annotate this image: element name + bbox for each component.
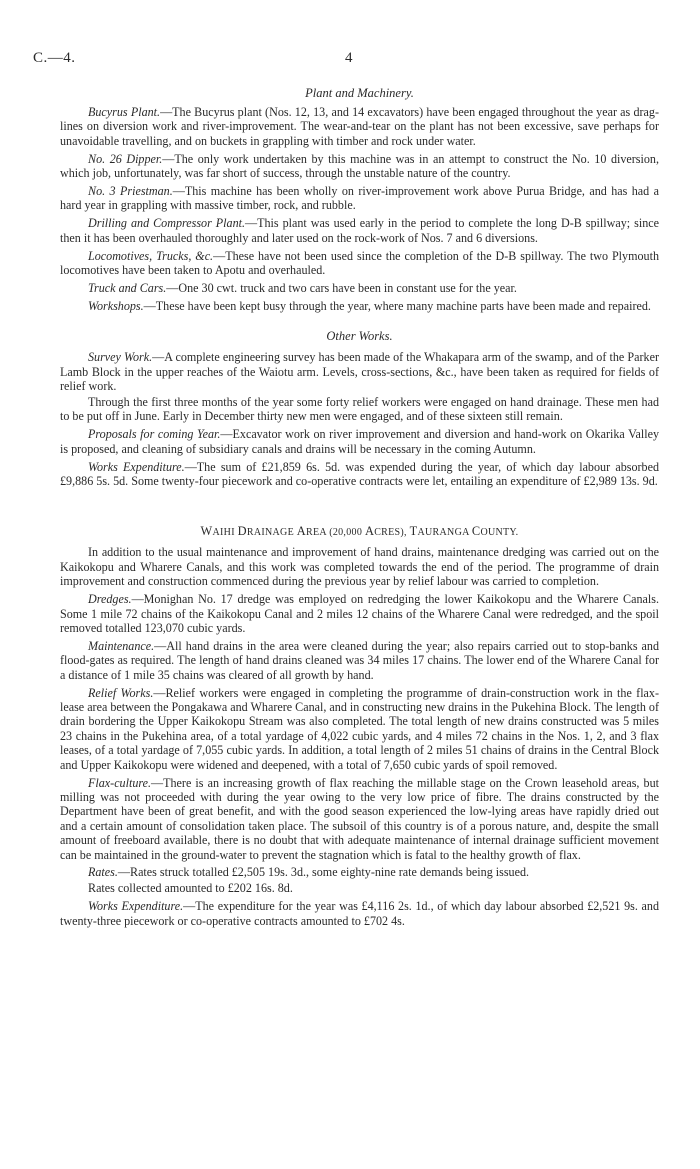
paragraph-lead: Workshops. (88, 298, 144, 313)
paragraph (60, 686, 659, 772)
paragraph-lead: Dredges. (88, 592, 132, 607)
paragraph-lead: Truck and Cars. (88, 280, 167, 295)
paragraph (60, 184, 659, 213)
paragraph-text: —Relief workers were engaged in completing the programme of drain-construction work in the flax-lease area between the Pongakawa and Wharere Canal, and in constructing new drains in the Pukehina Block. The length of drain bordering the Upper Kaikokopu Stream was also completed. The total length of new drains constructed was 5 miles 23 chains in the Pukehina area, of a total yardage of 4,022 cubic yards, and 4 miles 72 chains in the Nos. 1, 2, and 3 flax leases, of a total yardage of 7,055 cubic yards. In addition, a total length of 2 miles 51 chains of drains in the Central Block and Upper Kaikokopu were widened and deepened, with a total of 7,650 cubic yards of spoil removed. (60, 685, 660, 772)
paragraph-lead: Works Expenditure. (88, 459, 185, 474)
page-number: 4 (345, 50, 353, 66)
paragraph-text: Rates collected amounted to £202 16s. 8d. (88, 881, 293, 896)
paragraph-text: —A complete engineering survey has been made of the Whakapara arm of the swamp, and of the Parker Lamb Block in the upper reaches of the Waiotu arm. Levels, cross-sections, &c., have been taken as required for fields of relief work. (60, 350, 659, 394)
paragraph (60, 395, 659, 424)
paragraph (60, 105, 659, 148)
paragraph-lead: Flax-culture. (88, 775, 152, 790)
paragraph (60, 865, 659, 879)
paragraph (60, 776, 659, 862)
paragraph-lead: Works Expenditure. (88, 899, 184, 914)
paragraph-lead: No. 26 Dipper. (88, 151, 163, 166)
paragraph-text: Through the first three months of the year some forty relief workers were engaged on hand drainage. These men had to be put off in June. Early in December thirty new men were engaged, and of these sixteen still remain. (60, 395, 659, 424)
paragraph (60, 639, 659, 682)
paragraph-text: —These have been kept busy through the year, where many machine parts have been made and repaired. (143, 298, 651, 313)
paragraph-lead: Proposals for coming Year. (88, 427, 221, 442)
paragraph-lead: Bucyrus Plant. (88, 105, 161, 119)
section-waihi-drainage (60, 545, 659, 928)
paragraph-lead: Maintenance. (88, 638, 155, 653)
section-title-plant: Plant and Machinery. (305, 86, 414, 100)
paragraph-text: —One 30 cwt. truck and two cars have been in constant use for the year. (166, 280, 517, 295)
paragraph (60, 216, 659, 245)
paragraph-text: —This plant was used early in the period to complete the long D-B spillway; since then it has been overhauled thoroughly and later used on the rock-work of Nos. 7 and 6 diversions. (60, 216, 659, 245)
paragraph (60, 281, 659, 295)
paragraph (60, 299, 659, 313)
section-other-works (60, 350, 659, 488)
section-title-other-works: Other Works. (326, 329, 393, 344)
section-plant (60, 105, 659, 313)
paragraph-text: —All hand drains in the area were cleaned during the year; also repairs carried out to stop-banks and flood-gates as required. The length of hand drains cleaned was 34 miles 17 chains. The lower end of the Wharere Canal for a distance of 1 mile 35 chains was cleared of all growth by hand. (60, 638, 659, 682)
paragraph (60, 545, 659, 588)
paragraph-lead: Locomotives, Trucks, &c. (88, 248, 214, 263)
paragraph-text: —The Bucyrus plant (Nos. 12, 13, and 14 excavators) have been engaged throughout the year as drag-lines on diversion work and river-improvement. The wear-and-tear on the plant has not been excessive, save perhaps for unavoidable travelling, and on buckets in grappling with timber and rock under water. (60, 105, 659, 148)
paragraph-text: —The expenditure for the year was £4,116 2s. 1d., of which day labour absorbed £2,521 9s. and twenty-three piecework or co-operative contracts amounted to £702 4s. (60, 899, 660, 928)
paragraph (60, 350, 659, 393)
paragraph-text: In addition to the usual maintenance and improvement of hand drains, maintenance dredging was carried out on the Kaikokopu and Wharere Canals, and this work was completed towards the end of the period. The programme of drain improvement and construction commenced during the previous year by relief labour was carried to completion. (60, 545, 659, 589)
paragraph-text: —The sum of £21,859 6s. 5d. was expended during the year, of which day labour absorbed £9,886 5s. 5d. Some twenty-four piecework and co-operative contracts were let, entailing an expenditure of £2,989 13s. 9d. (60, 459, 659, 489)
paragraph-lead: Survey Work. (88, 350, 153, 365)
paragraph (60, 460, 659, 489)
paragraph-text: —These have not been used since the completion of the D-B spillway. The two Plymouth locomotives have been taken to Apotu and overhauled. (60, 248, 659, 278)
section-title-waihi-drainage: WAIHI DRAINAGE AREA (20,000 ACRES), TAURANGA COUNTY. (200, 524, 519, 539)
paragraph-lead: Rates. (88, 865, 118, 880)
paragraph-lead: Drilling and Compressor Plant. (88, 216, 246, 231)
paragraph-text: —Excavator work on river improvement and diversion and hand-work on Okarika Valley is proposed, and cleaning of subsidiary canals and drains will be necessary in the coming Autumn. (60, 427, 659, 456)
paragraph (60, 427, 659, 456)
paragraph-text: —Monighan No. 17 dredge was employed on redredging the lower Kaikokopu and the Wharere Canals. Some 1 mile 72 chains of the Kaikokopu Canal and 2 miles 12 chains of the Wharere Canal were redredged, and the spoil removed totalled 123,070 cubic yards. (60, 592, 659, 635)
paragraph-text: —Rates struck totalled £2,505 19s. 3d., some eighty-nine rate demands being issued. (117, 865, 530, 880)
paragraph (60, 899, 659, 928)
document-reference: C.—4. (33, 50, 76, 66)
paragraph-text: —This machine has been wholly on river-improvement work above Purua Bridge, and has had a hard year in grappling with massive timber, rock, and rubble. (60, 184, 659, 213)
paragraph (60, 249, 659, 278)
paragraph-lead: Relief Works. (88, 685, 154, 700)
paragraph-text: —The only work undertaken by this machine was in an attempt to construct the No. 10 diversion, which job, unfortunately, was far short of success, through the unstable nature of the country. (60, 151, 659, 181)
paragraph (60, 881, 659, 895)
paragraph-lead: No. 3 Priestman. (88, 184, 173, 199)
paragraph (60, 592, 659, 635)
paragraph (60, 152, 659, 181)
paragraph-text: —There is an increasing growth of flax reaching the millable stage on the Crown leasehold areas, but milling was not proceeded with during the year owing to the very low price of fibre. The drains constructed by the Department have been of great benefit, and with the good season experienced the low-lying areas have rapidly dried out and a certain amount of consolidation taken place. The subsoil of this country is of a porous nature, and, despite the small amount of freeboard available, there is no doubt that with adequate maintenance of internal drainage sufficient movement can be maintained in the ground-water to prevent the stagnation which is fatal to the healthy growth of flax. (60, 775, 659, 862)
